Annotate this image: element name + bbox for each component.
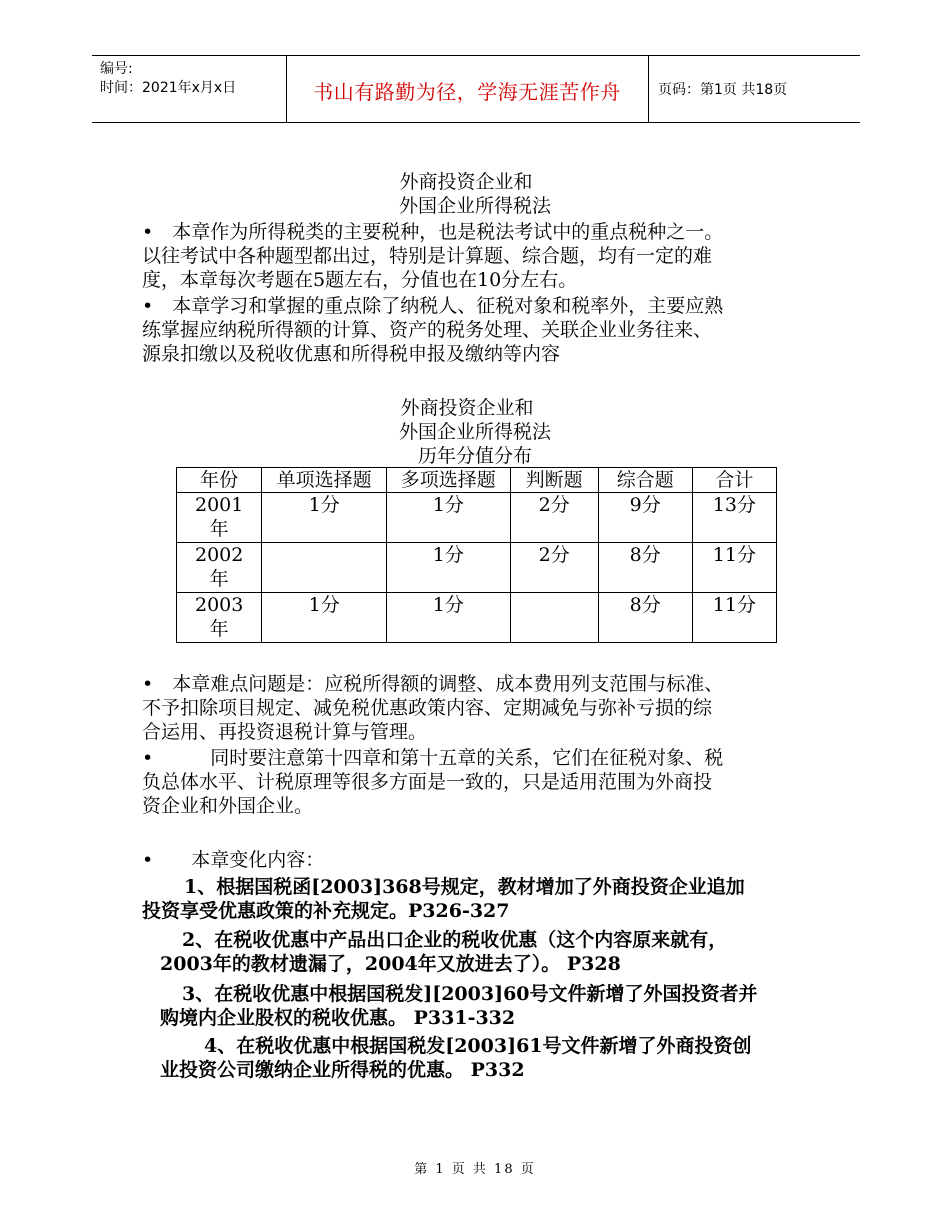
table-title-line: 历年分值分布 (417, 445, 532, 467)
table-cell (262, 543, 387, 593)
text-line: 练掌握应纳税所得额的计算、资产的税务处理、关联企业业务往来、 (142, 319, 713, 341)
year-cell: 2001年 (177, 493, 262, 543)
table-cell: 2分 (510, 493, 598, 543)
table-row (177, 593, 777, 643)
table-row (177, 543, 777, 593)
text-line: • 本章作为所得税类的主要税种，也是税法考试中的重点税种之一。 (142, 221, 724, 243)
table-cell (510, 593, 598, 643)
relation-paragraph (142, 746, 723, 818)
column-header: 综合题 (598, 468, 692, 493)
table-cell: 8分 (598, 593, 692, 643)
change-item (142, 875, 745, 923)
table-header-row (177, 468, 777, 493)
header-divider (286, 56, 287, 122)
table-cell: 2分 (510, 543, 598, 593)
score-distribution-table (176, 467, 777, 643)
text-line: 不予扣除项目规定、减免税优惠政策内容、定期减免与弥补亏损的综 (142, 697, 713, 719)
change-item (160, 1034, 752, 1082)
chapter-title-line: 外商投资企业和 (399, 171, 533, 193)
table-cell: 1分 (386, 493, 510, 543)
table-title-line: 外商投资企业和 (400, 397, 534, 419)
page-footer: 第 1 页 共 18 页 (414, 1162, 536, 1177)
text-line: 合运用、再投资退税计算与管理。 (142, 721, 428, 743)
text-line: 2003年的教材遗漏了，2004年又放进去了）。 P328 (160, 953, 621, 975)
text-line: 1、根据国税函[2003]368号规定，教材增加了外商投资企业追加 (184, 876, 745, 898)
text-line: • 本章难点问题是：应税所得额的调整、成本费用列支范围与标准、 (142, 673, 724, 695)
text-line: 业投资公司缴纳企业所得税的优惠。 P332 (160, 1059, 525, 1081)
table-cell: 11分 (692, 593, 776, 643)
table-cell: 1分 (262, 593, 387, 643)
column-header: 判断题 (510, 468, 598, 493)
text-line: 源泉扣缴以及税收优惠和所得税申报及缴纳等内容 (142, 343, 561, 365)
text-line: • 同时要注意第十四章和第十五章的关系，它们在征税对象、税 (142, 747, 724, 769)
time-label: 时间：2021年x月x日 (100, 80, 237, 96)
page-header (92, 55, 860, 123)
text-line: 2、在税收优惠中产品出口企业的税收优惠（这个内容原来就有， (182, 929, 728, 951)
header-divider (648, 56, 649, 122)
table-cell: 8分 (598, 543, 692, 593)
intro-paragraph (142, 220, 723, 292)
text-line: 投资享受优惠政策的补充规定。P326-327 (142, 900, 510, 922)
table-cell: 11分 (692, 543, 776, 593)
text-line: 资企业和外国企业。 (142, 795, 314, 817)
text-line: 4、在税收优惠中根据国税发[2003]61号文件新增了外商投资创 (204, 1035, 752, 1057)
column-header: 年份 (177, 468, 262, 493)
change-item (160, 982, 758, 1030)
column-header: 单项选择题 (262, 468, 387, 493)
difficulty-paragraph (142, 672, 723, 744)
chapter-title (320, 170, 630, 218)
column-header: 多项选择题 (386, 468, 510, 493)
intro-paragraph (142, 294, 723, 366)
number-label: 编号: (100, 61, 133, 77)
text-line: 负总体水平、计税原理等很多方面是一致的，只是适用范围为外商投 (142, 771, 713, 793)
column-header: 合计 (692, 468, 776, 493)
text-line: • 本章学习和掌握的重点除了纳税人、征税对象和税率外，主要应熟 (142, 295, 724, 317)
year-cell: 2002年 (177, 543, 262, 593)
chapter-title-line: 外国企业所得税法 (398, 195, 551, 217)
change-item (160, 928, 727, 976)
header-page-info: 页码：第1页 共18页 (658, 82, 788, 98)
table-cell: 1分 (386, 593, 510, 643)
text-line: 3、在税收优惠中根据国税发][2003]60号文件新增了外国投资者并 (182, 983, 758, 1005)
text-line: 度，本章每次考题在5题左右，分值也在10分左右。 (142, 269, 578, 291)
table-cell: 9分 (598, 493, 692, 543)
text-line: 以往考试中各种题型都出过，特别是计算题、综合题，均有一定的难 (142, 245, 713, 267)
text-line: 购境内企业股权的税收优惠。 P331-332 (160, 1007, 516, 1029)
table-row (177, 493, 777, 543)
table-cell: 1分 (262, 493, 387, 543)
table-cell: 13分 (692, 493, 776, 543)
table-cell: 1分 (386, 543, 510, 593)
year-cell: 2003年 (177, 593, 262, 643)
table-title (320, 396, 630, 468)
header-motto: 书山有路勤为径，学海无涯苦作舟 (313, 80, 621, 104)
changes-heading: • 本章变化内容： (142, 849, 325, 871)
table-title-line: 外国企业所得税法 (398, 421, 551, 443)
header-meta (100, 60, 288, 98)
